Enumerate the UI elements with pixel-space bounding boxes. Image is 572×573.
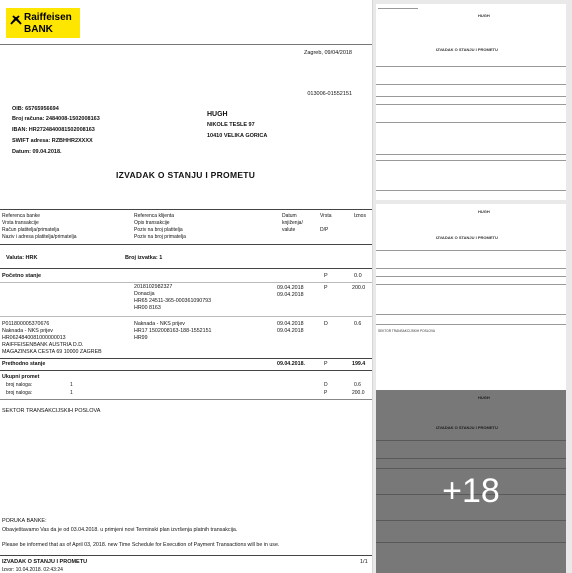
tx1-dp: P <box>324 285 328 291</box>
tx1-ref: 2018102982327 <box>134 284 173 290</box>
col5-header: Iznos <box>354 213 366 219</box>
tx1-date-value: 09.04.2018 <box>277 292 304 298</box>
account-number: Broj računa: 2484008-1502008163 <box>12 116 100 122</box>
tx2-address: MAGAZINSKA CESTA 69 10000 ZAGREB <box>2 349 102 355</box>
previous-balance-amount: 199.4 <box>352 361 366 367</box>
reference-number: 013006-01552151 <box>307 91 352 97</box>
bank-logo-icon <box>10 13 22 25</box>
page-number: 1/1 <box>360 559 368 565</box>
tx2-dp: D <box>324 321 328 327</box>
turnover-label: Ukupni promet <box>2 374 40 380</box>
turnover-r2-dp: P <box>324 390 328 396</box>
opening-balance-dp: P <box>324 273 328 279</box>
thumb1-title: IZVADAK O STANJU I PROMETU <box>436 47 498 52</box>
turnover-r1-dp: D <box>324 382 328 388</box>
notice-en: Please be informed that as of April 03, 2018. new Time Schedule for Execution of Payment Transactions will be in use. <box>2 542 280 548</box>
attachment-thumbnail-2[interactable] <box>376 204 566 390</box>
col2-line1: Referenca klijenta <box>134 213 175 219</box>
thumb2-title: IZVADAK O STANJU I PROMETU <box>436 235 498 240</box>
attachment-thumbnail-more[interactable] <box>376 390 566 573</box>
turnover-r1-amount: 0.6 <box>354 382 361 388</box>
swift: SWIFT adresa: RZBHHR2XXXX <box>12 138 93 144</box>
notice-hr: Obavještavamo Vas da je od 03.04.2018. u primjeni novi Terminski plan izvršenja platnih transakcija. <box>2 527 238 533</box>
brand-line1: Raiffeisen <box>24 12 72 23</box>
oib: OIB: 65765956694 <box>12 106 59 112</box>
footer-title: IZVADAK O STANJU I PROMETU <box>2 559 88 565</box>
recipient-city: 10410 VELIKA GORICA <box>207 133 268 139</box>
tx1-desc: Donacija <box>134 291 155 297</box>
tx1-recipient-ref: HR00 8163 <box>134 305 161 311</box>
recipient-name: HUGH <box>207 111 228 118</box>
opening-balance-amount: 0.0 <box>354 273 362 279</box>
col2-line2: Opis transakcije <box>134 220 170 226</box>
raiffeisen-logo <box>6 8 80 38</box>
tx2-date-value: 09.04.2018 <box>277 328 304 334</box>
col1-line1: Referenca banke <box>2 213 41 219</box>
tx2-type: Naknada - NKS prijev <box>2 328 53 334</box>
statement-date: Datum: 09.04.2018. <box>12 149 62 155</box>
col4-line3: D/P <box>320 227 329 233</box>
notice-label: PORUKA BANKE: <box>2 518 47 524</box>
attachment-thumbnail-1[interactable] <box>376 4 566 200</box>
turnover-r2-count: 1 <box>70 390 73 396</box>
col1-line4: Naziv i adresa platitelja/primatelja <box>2 234 77 240</box>
tx2-amount: 0.6 <box>354 321 362 327</box>
tx2-desc: Naknada - NKS prijev <box>134 321 185 327</box>
turnover-r1-count: 1 <box>70 382 73 388</box>
thumb2-recipient: HUGH <box>478 209 490 214</box>
brand-line2: BANK <box>24 24 53 35</box>
col3-line1: Datum <box>282 213 297 219</box>
recipient-street: NIKOLE TESLE 97 <box>207 122 255 128</box>
department: SEKTOR TRANSAKCIJSKIH POSLOVA <box>2 408 101 414</box>
col1-line3: Račun platitelja/primatelja <box>2 227 60 233</box>
turnover-r2-amount: 200.0 <box>352 390 365 396</box>
tx2-bank-ref: P011800005370676 <box>2 321 50 327</box>
footer-timestamp: Izvor: 10.04.2018. 02:43:24 <box>2 567 63 573</box>
col2-line4: Poziv na broj primatelja <box>134 234 186 240</box>
thumb3-title: IZVADAK O STANJU I PROMETU <box>436 425 498 430</box>
tx1-payer-ref: HR65 24511-365-000361090793 <box>134 298 212 304</box>
turnover-r1-label: broj naloga: <box>6 382 33 388</box>
col3-line3: valute <box>282 227 296 233</box>
tx2-name: RAIFFEISENBANK AUSTRIA D.D. <box>2 342 84 348</box>
thumb2-sektor: SEKTOR TRANSAKCIJSKIH POSLOVA <box>378 329 436 333</box>
iban: IBAN: HR2724840081502008163 <box>12 127 95 133</box>
statement-title: IZVADAK O STANJU I PROMETU <box>116 170 256 180</box>
previous-balance-label: Prethodno stanje <box>2 361 46 367</box>
more-images-count[interactable]: +18 <box>442 472 500 510</box>
turnover-r2-label: broj naloga: <box>6 390 33 396</box>
tx1-date-book: 09.04.2018 <box>277 285 304 291</box>
previous-balance-dp: P <box>324 361 328 367</box>
tx1-amount: 200.0 <box>352 285 366 291</box>
currency-label: Valuta: HRK <box>6 255 38 261</box>
col2-line3: Poziv na broj platitelja <box>134 227 183 233</box>
statement-number: Broj izvatka: 1 <box>125 255 163 261</box>
tx2-date-book: 09.04.2018 <box>277 321 304 327</box>
tx2-recipient-ref: HR99 <box>134 335 148 341</box>
thumb1-recipient: HUGH <box>478 13 490 18</box>
tx2-payer-ref: HR17 1502008163-188-1552151 <box>134 328 212 334</box>
col4-line1: Vrsta <box>320 213 332 219</box>
previous-balance-date: 09.04.2018. <box>277 361 305 367</box>
col3-line2: knjiženja/ <box>282 220 303 226</box>
col1-line2: Vrsta transakcije <box>2 220 39 226</box>
place-date: Zagreb, 09/04/2018 <box>303 50 352 56</box>
tx2-account: HR0624840081000000013 <box>2 335 66 341</box>
opening-balance-label: Početno stanje <box>2 273 42 279</box>
thumb3-recipient: HUGH <box>478 395 490 400</box>
